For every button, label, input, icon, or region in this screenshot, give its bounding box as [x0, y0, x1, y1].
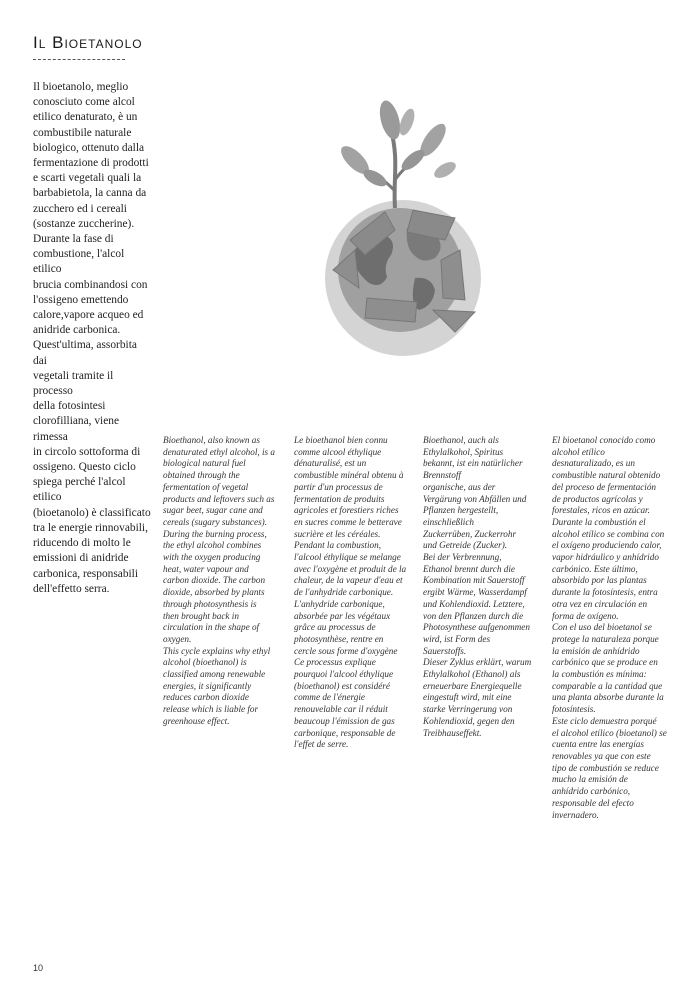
german-column: Bioethanol, auch als Ethylalkohol, Spiritus bekannt, ist ein natürlicher Brennstoff organische, aus der Vergärung von Abfällen und Pflanzen hergestellt, einschließlich Zuckerrüben, Zuckerrohr und Getreide (Zucker). Bei der Verbrennung, Ethanol brennt durch die Kombination mit Sauerstoff ergibt Wärme, Wasserdampf und Kohlendioxid. Letztere, von den Pflanzen durch die Photosynthese aufgenommen wird, ist Form des Sauerstoffs. Dieser Zyklus erklärt, warum Ethylalkohol (Ethanol) als erneuerbare Energiequelle eingestuft wird, mit eine starke Verringerung von Kohlendioxid, gegen den Treibhauseffekt. — [423, 435, 532, 738]
french-column: Le bioethanol bien connu comme alcool éthylique dénaturalisé, est un combustible minéral obtenu à partir d'un processus de fermentation de produits agricoles et forestiers riches en sucres comme le betterave sucrière et les céréales. Pendant la combustion, l'alcool éthylique se melange avec l'oxygène et produit de la chaleur, de la vapeur d'eau et de l'anhydride carbonique. L'anhydride carbonique, absorbée par les végétaux grâce au processus de photosynthèse, rentre en cercle sous forme d'oxygène Ce processus explique pourquoi l'alcool éthylique (bioethanol) est considéré comme de l'énergie renouvelable car il réduit beaucoup l'émission de gas carbonique, responsable de l'effet de serre. — [294, 435, 407, 750]
english-column: Bioethanol, also known as denaturated ethyl alcohol, is a biological natural fuel obtained through the fermentation of vegetal products and leftovers such as sugar beet, sugar cane and cereals (sugary substances). During the burning process, the ethyl alcohol combines with the oxygen producing heat, water vapour and carbon dioxide. The carbon dioxide, absorbed by plants through photosynthesis is then brought back in circulation in the shape of oxygen. This cycle explains why ethyl alcohol (bioethanol) is classified among renewable energies, it significantly reduces carbon dioxide release which is liable for greenhouse effect. — [163, 435, 276, 726]
page-number: 10 — [33, 963, 44, 973]
spanish-column: El bioetanol conocido como alcohol etílico desnaturalizado, es un combustible natural obtenido del proceso de fermentación de productos agrícolas y forestales, ricos en azúcar. Durante la combustión el alcohol etílico se combina con el oxígeno produciendo calor, vapor hidráulico y anhídrido carbónico. Este último, absorbido por las plantas durante la fotosíntesis, entra otra vez en circulación en forma de oxígeno. Con el uso del bioetanol se protege la naturaleza porque la emisión de anhídrido carbónico que se produce en la combustión es mínima: comparable a la cantidad que una planta absorbe durante la fotosíntesis. Este ciclo demuestra porqué el alcohol etílico (bioetanol) se cuenta entre las energías renovables ya que con este tipo de combustión se reduce mucho la emisión de anhídrido carbónico, responsable del efecto invernadero. — [552, 435, 667, 820]
bioethanol-illustration — [295, 100, 525, 360]
italian-body-text: Il bioetanolo, meglio conosciuto come alcol etilico denaturato, è un combustibile naturale biologico, ottenuto dalla fermentazione di prodotti e scarti vegetali quali la barbabietola, la canna da zucchero ed i cereali (sostanze zuccherine). Durante la fase di combustione, l'alcol etilico brucia combinandosi con l'ossigeno emettendo calore,vapore acqueo ed anidride carbonica. Quest'ultima, assorbita dai vegetali tramite il processo della fotosintesi clorofilliana, viene rimessa in circolo sottoforma di ossigeno. Questo ciclo spiega perché l'alcol etilico (bioetanolo) è classificato tra le energie rinnovabili, riducendo di molto le emissioni di anidride carbonica, responsabili dell'effetto serra. — [33, 81, 151, 595]
globe-recycle-plant-icon — [295, 100, 525, 360]
page-title: Il Bioetanolo — [33, 33, 143, 52]
title-underline — [33, 59, 125, 60]
